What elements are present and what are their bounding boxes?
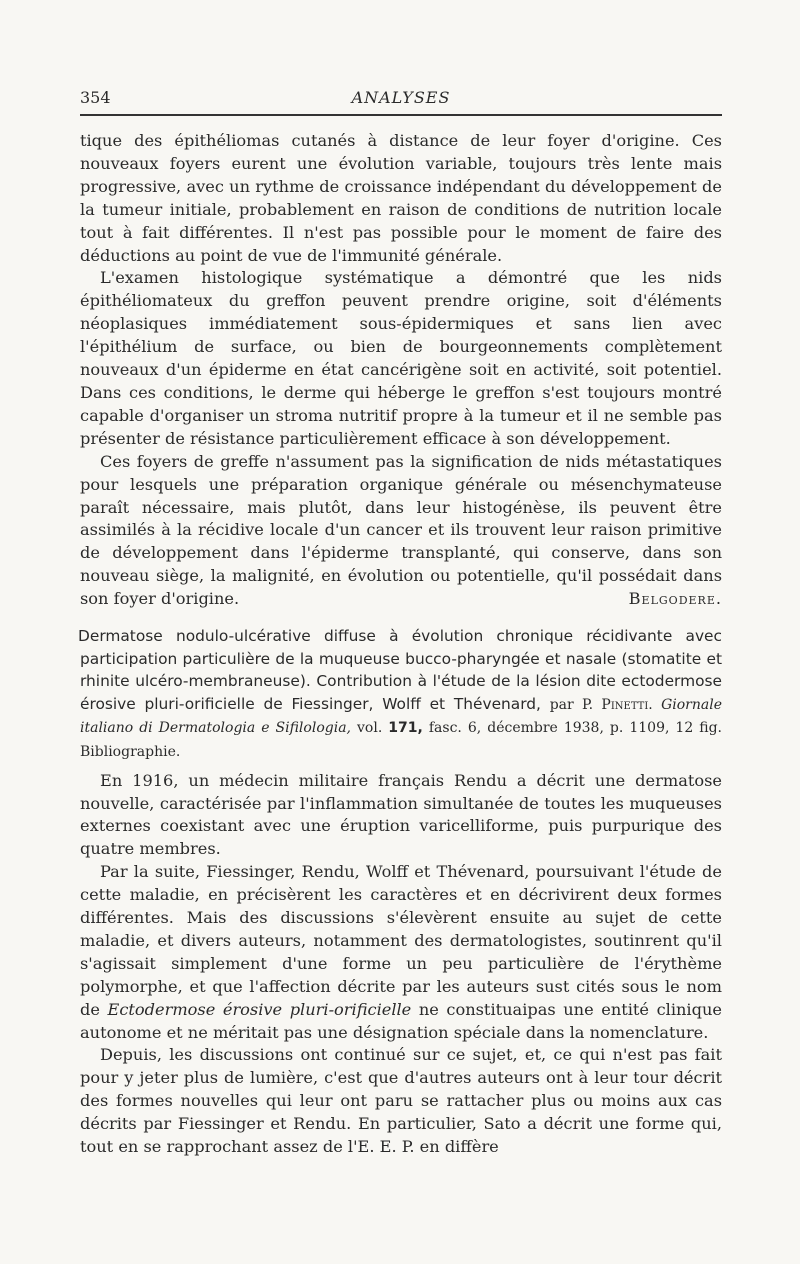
italic-term: Ectodermose érosive pluri-orificielle <box>107 999 412 1019</box>
paragraph <box>80 861 722 1044</box>
signature: Belgodere. <box>628 589 722 609</box>
paragraph: tique des épithéliomas cutanés à distance de leur foyer d'origine. Ces nouveaux foyers eurent une évolution variable, toujours très lente mais progressive, avec un rythme de croissance indépendant du développement de la tumeur initiale, probablement en raison de conditions de nutrition locale tout à fait différentes. Il n'est pas possible pour le moment de faire des déductions au point de vue de l'immunité générale. <box>80 131 722 265</box>
article-body <box>80 770 722 1159</box>
paragraph-text: ne constituaipas une entité clinique autonome et ne méritait pas une désignation spéciale dans la nomenclature. <box>80 999 722 1042</box>
paragraph: En 1916, un médecin militaire français Rendu a décrit une dermatose nouvelle, caractérisée par l'inflammation simultanée de toutes les muqueuses externes coexistant avec une éruption varicelliforme, puis purpurique des quatre membres. <box>80 770 722 859</box>
volume-label: vol. <box>357 720 383 737</box>
reviewer-name: Pinetti. <box>601 696 653 713</box>
paragraph-text: Par la suite, Fiessinger, Rendu, Wolff et Thévenard, poursuivant l'étude de cette maladie, en précisèrent les caractères et en décrivirent deux formes différentes. Mais des discussions s'élevèrent ensuite au sujet de cette maladie, et divers auteurs, notamment des dermatologistes, soutinrent qu'il s'agissait simplement d'une forme un peu particulière de l'érythème polymorphe, et que l'affection décrite par les auteurs sust cités sous le nom de <box>80 862 722 1019</box>
running-head <box>80 84 722 116</box>
running-title: ANALYSES <box>351 88 451 107</box>
page <box>80 84 722 1159</box>
volume-number: 171, <box>388 720 423 737</box>
issue-details: fasc. 6, décembre 1938, p. 1109, 12 fig. Bibliographie. <box>80 720 723 760</box>
paragraph: Depuis, les discussions ont continué sur ce sujet, et, ce qui n'est pas fait pour y jeter plus de lumière, c'est que d'autres auteurs ont à leur tour décrit des formes nouvelles qui leur ont paru se rattacher plus ou moins aux cas décrits par Fiessinger et Rendu. En particulier, Sato a décrit une forme qui, tout en se rapprochant assez de l'E. E. P. en diffère <box>80 1045 722 1157</box>
journal-name: Giornale italiano di Dermatologia e Sifilologia, <box>80 696 723 737</box>
paragraph-text: Ces foyers de greffe n'assument pas la signification de nids métastatiques pour lesquels une préparation organique générale ou mésenchymateuse paraît nécessaire, mais plutôt, dans leur histogénèse, ils peuvent être assimilés à la récidive locale d'un cancer et ils trouvent leur raison primitive de développement dans l'épiderme transplanté, qui conserve, dans son nouveau siège, la malignité, en évolution ou potentielle, qu'il possédait dans son foyer d'origine. <box>80 451 722 609</box>
article-title: Dermatose nodulo-ulcérative diffuse à évolution chronique récidivante avec participation particulière de la muqueuse bucco-pharyngée et nasale (stomatite et rhinite ulcéro-membraneuse). Contribution à l'étude de la lésion dite ectodermose érosive pluri-orificielle de Fiessinger, Wolff et Thévenard, <box>78 627 722 713</box>
paragraph: L'examen histologique systématique a démontré que les nids épithéliomateux du greffon peuvent prendre origine, soit d'éléments néoplasiques immédiatement sous-épidermiques et sans lien avec l'épithélium de surface, ou bien de bourgeonnements complètement nouveaux d'un épiderme en état cancérigène soit en activité, soit potentiel. Dans ces conditions, le derme qui héberge le greffon s'est toujours montré capable d'organiser un stroma nutritif propre à la tumeur et il ne semble pas présenter de résistance particulièrement efficace à son développement. <box>80 268 722 448</box>
paragraph <box>80 451 722 611</box>
article-heading <box>80 625 722 764</box>
previous-article-continuation <box>80 130 722 611</box>
by-label: par P. <box>549 696 594 713</box>
page-number: 354 <box>80 88 111 107</box>
